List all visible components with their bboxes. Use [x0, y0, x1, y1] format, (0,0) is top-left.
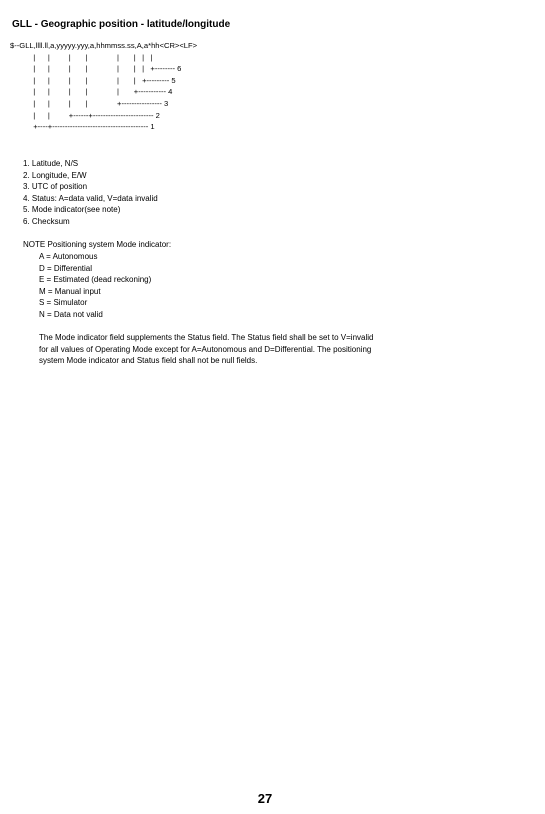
mode-item: N = Data not valid	[39, 309, 103, 319]
diagram-connector-line: | | | | | | | |	[10, 52, 153, 62]
mode-item: E = Estimated (dead reckoning)	[39, 275, 152, 284]
mode-item: S = Simulator	[39, 298, 88, 307]
diagram-connector-line: | | +------+------------------------ 2	[10, 110, 160, 120]
diagram-connector-line: | | | | | +----------- 4	[10, 87, 173, 97]
field-item: 1. Latitude, N/S	[23, 159, 79, 168]
mode-indicator-list	[39, 251, 151, 320]
mode-item: M = Manual input	[39, 286, 101, 296]
field-item: 5. Mode indicator(see note)	[23, 205, 121, 214]
page-number: 27	[257, 791, 273, 806]
field-item: 2. Longitude, E/W	[23, 170, 87, 180]
field-list	[23, 158, 158, 227]
sentence-format-diagram	[10, 40, 197, 133]
mode-item: D = Differential	[39, 263, 92, 273]
diagram-connector-line: | | | | +---------------- 3	[10, 98, 169, 108]
field-item: 4. Status: A=data valid, V=data invalid	[23, 193, 158, 203]
note-paragraph: The Mode indicator field supplements the Status field. The Status field shall be set to V=invalid for all values of Operating Mode except for A=Autonomous and D=Differential. The positioning system Mode indicator and Status field shall not be null fields.	[39, 333, 374, 365]
diagram-connector-line: | | | | | | | +-------- 6	[10, 64, 182, 74]
note-heading: NOTE Positioning system Mode indicator:	[23, 240, 172, 249]
page-title: GLL - Geographic position - latitude/longitude	[12, 19, 231, 30]
diagram-connector-line: +----+-------------------------------------- 1	[10, 122, 155, 132]
field-item: 6. Checksum	[23, 216, 70, 226]
diagram-connector-line: | | | | | | +--------- 5	[10, 75, 176, 85]
field-item: 3. UTC of position	[23, 182, 88, 191]
mode-item: A = Autonomous	[39, 252, 98, 261]
sentence-format-line: $--GLL,llll.ll,a,yyyyy.yyy,a,hhmmss.ss,A,a*hh<CR><LF>	[10, 41, 198, 50]
